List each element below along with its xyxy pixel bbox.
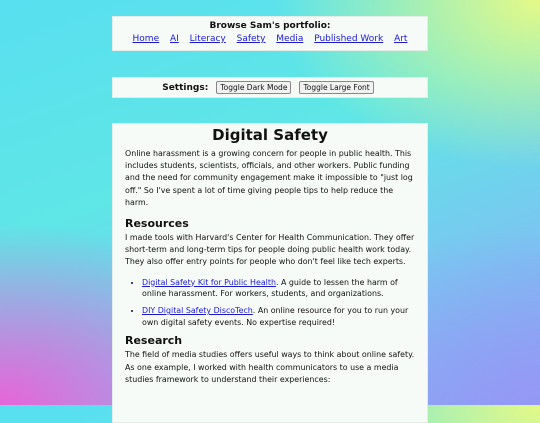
nav-link-art[interactable]: Art — [394, 34, 408, 44]
digital-safety-kit-link[interactable]: Digital Safety Kit for Public Health — [142, 277, 276, 287]
article-panel — [112, 123, 428, 423]
resources-heading: Resources — [125, 217, 189, 231]
nav-link-published-work[interactable]: Published Work — [314, 34, 384, 44]
list-item-text: . A guide to lessen the harm of online harassment. For workers, students, and organizations. — [142, 277, 398, 299]
page-title: Digital Safety — [212, 126, 328, 144]
settings-panel — [112, 77, 428, 98]
research-heading: Research — [125, 334, 183, 348]
diy-discotech-link[interactable]: DIY Digital Safety DiscoTech — [142, 306, 253, 316]
nav-link-literacy[interactable]: Literacy — [189, 34, 226, 44]
portfolio-heading: Browse Sam's portfolio: — [209, 21, 331, 31]
portfolio-nav-panel — [112, 16, 428, 51]
list-item-text: . An online resource for you to run your own digital safety events. No expertise required! — [142, 306, 409, 327]
research-paragraph: The field of media studies offers useful ways to think about online safety. As one example, I worked with health communicators to use a media studies framework to understand their experiences: — [125, 350, 415, 384]
list-item — [142, 305, 415, 328]
toggle-dark-mode-button[interactable]: Toggle Dark Mode — [216, 81, 291, 94]
resources-list — [125, 277, 415, 329]
intro-paragraph: Online harassment is a growing concern for people in public health. This includes students, scientists, officials, and other workers. Public funding and the need for community engagement make it impossible to "just log off." So I've spent a lot of time giving people tips to help reduce the harm. — [125, 149, 413, 207]
nav-link-safety[interactable]: Safety — [236, 34, 266, 44]
portfolio-nav — [113, 34, 427, 44]
toggle-large-font-button[interactable]: Toggle Large Font — [299, 81, 373, 94]
nav-link-media[interactable]: Media — [276, 34, 304, 44]
resources-paragraph: I made tools with Harvard's Center for Health Communication. They offer short-term and long-term tips for people doing public health work today. They also offer entry points for people who don't feel like tech experts. — [125, 233, 415, 267]
list-item — [142, 277, 415, 300]
settings-label: Settings: — [162, 82, 209, 93]
nav-link-ai[interactable]: AI — [169, 34, 179, 44]
nav-link-home[interactable]: Home — [132, 34, 160, 44]
